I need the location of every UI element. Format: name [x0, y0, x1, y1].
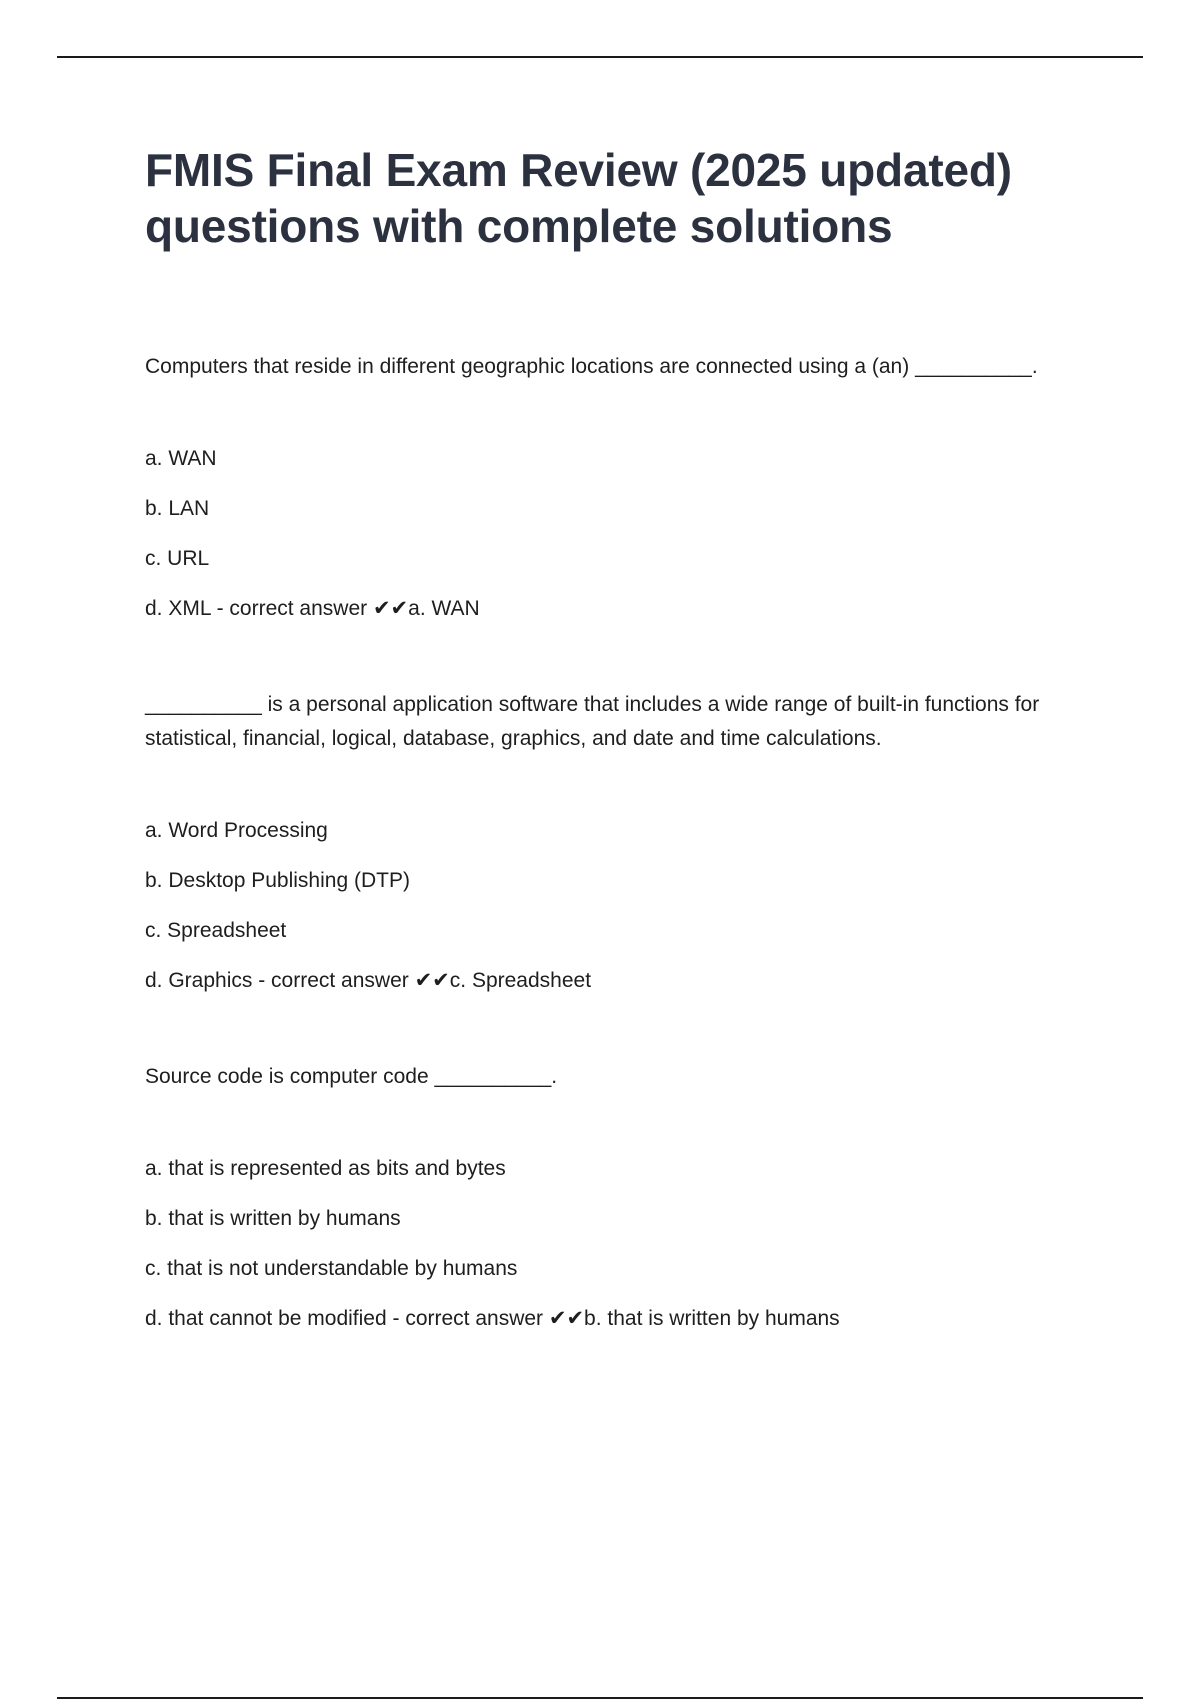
option-c: c. Spreadsheet	[145, 919, 287, 942]
option-b: b. Desktop Publishing (DTP)	[145, 869, 410, 892]
option-a: a. Word Processing	[145, 819, 328, 842]
question-list	[145, 350, 1095, 1336]
option-list	[145, 1152, 1095, 1336]
question-text: Source code is computer code __________.	[145, 1065, 558, 1088]
option-list	[145, 442, 1095, 626]
question-text: Computers that reside in different geographic locations are connected using a (an) __________.	[145, 355, 1038, 378]
option-a: a. that is represented as bits and bytes	[145, 1157, 506, 1180]
option-c: c. that is not understandable by humans	[145, 1257, 518, 1280]
question-3	[145, 1060, 1095, 1336]
question-1	[145, 350, 1095, 626]
option-list	[145, 814, 1095, 998]
top-rule	[57, 56, 1143, 58]
option-b: b. LAN	[145, 497, 210, 520]
question-text: __________ is a personal application software that includes a wide range of built-in functions for statistical, financial, logical, database, graphics, and date and time calculations.	[145, 693, 1040, 750]
document-title: FMIS Final Exam Review (2025 updated) questions with complete solutions	[145, 144, 1012, 252]
option-b: b. that is written by humans	[145, 1207, 401, 1230]
option-d-with-answer: d. XML - correct answer ✔✔a. WAN	[145, 597, 480, 620]
option-a: a. WAN	[145, 447, 217, 470]
option-c: c. URL	[145, 547, 210, 570]
option-d-with-answer: d. that cannot be modified - correct answer ✔✔b. that is written by humans	[145, 1307, 840, 1330]
bottom-rule	[57, 1697, 1143, 1699]
document-body	[145, 142, 1095, 1336]
question-2	[145, 688, 1095, 998]
option-d-with-answer: d. Graphics - correct answer ✔✔c. Spreadsheet	[145, 969, 592, 992]
